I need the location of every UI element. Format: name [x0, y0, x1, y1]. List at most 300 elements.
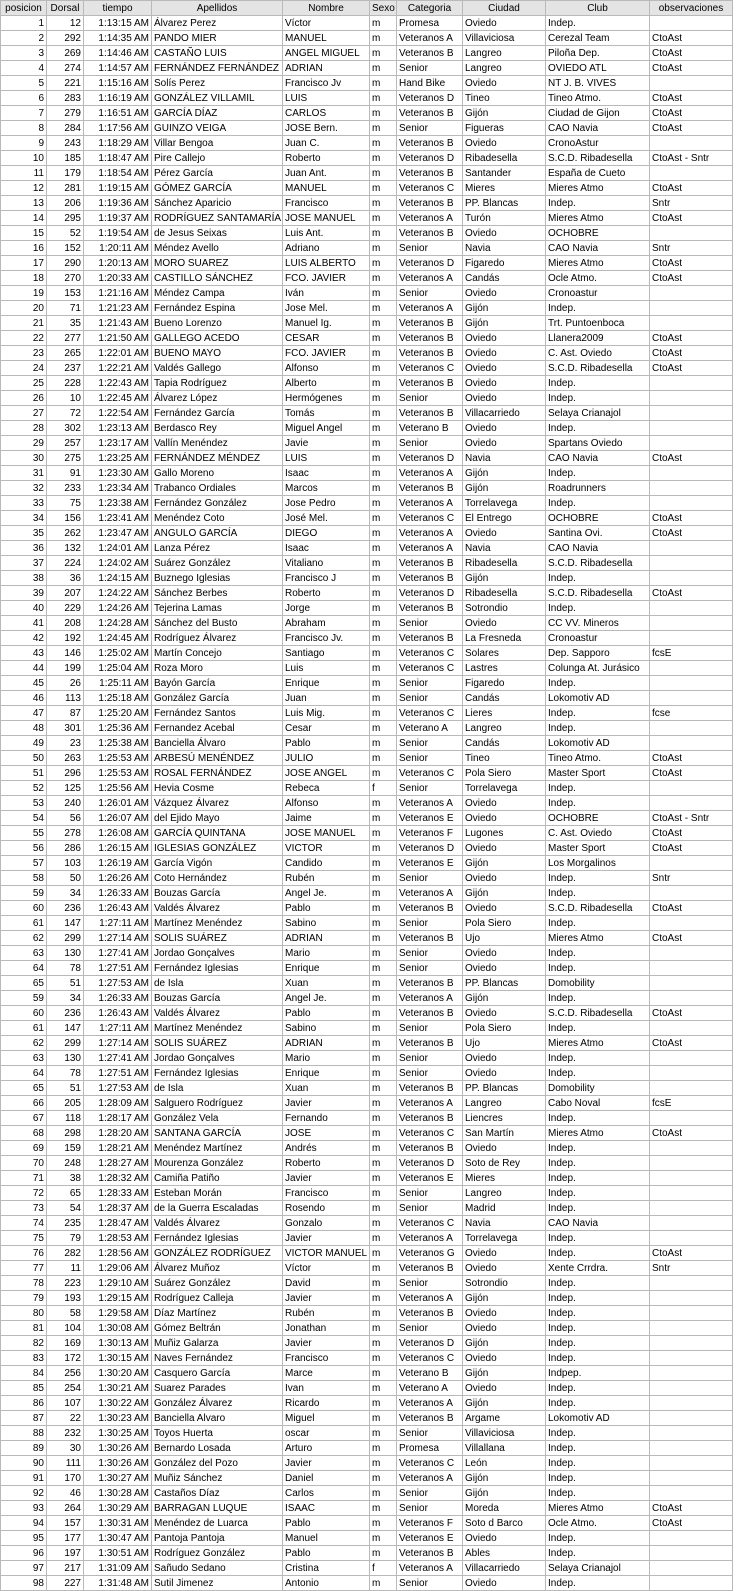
table-row [1, 166, 733, 181]
table-row [1, 856, 733, 871]
cell-categoria: Veteranos E [397, 1531, 463, 1546]
cell-club: Indep. [546, 1021, 650, 1036]
cell-posicion: 80 [1, 1306, 47, 1321]
cell-categoria: Veteranos A [397, 1096, 463, 1111]
cell-posicion: 77 [1, 1261, 47, 1276]
cell-tiempo: 1:26:26 AM [84, 871, 152, 886]
cell-sexo: m [370, 1126, 397, 1141]
cell-posicion: 61 [1, 1021, 47, 1036]
cell-dorsal: 26 [47, 676, 84, 691]
cell-ciudad: Gijón [463, 1291, 546, 1306]
cell-posicion: 32 [1, 481, 47, 496]
cell-sexo: m [370, 391, 397, 406]
cell-sexo: m [370, 1351, 397, 1366]
cell-club: S.C.D. Ribadesella [546, 1006, 650, 1021]
cell-dorsal: 177 [47, 1531, 84, 1546]
cell-apellidos: Hevia Cosme [152, 781, 283, 796]
cell-tiempo: 1:28:27 AM [84, 1156, 152, 1171]
cell-dorsal: 75 [47, 496, 84, 511]
cell-club: Indep. [546, 1141, 650, 1156]
cell-tiempo: 1:26:33 AM [84, 991, 152, 1006]
cell-observaciones [650, 406, 733, 421]
table-row [1, 1426, 733, 1441]
cell-posicion: 71 [1, 1171, 47, 1186]
cell-categoria: Veteranos A [397, 466, 463, 481]
cell-sexo: m [370, 1171, 397, 1186]
table-row [1, 946, 733, 961]
cell-observaciones [650, 631, 733, 646]
cell-tiempo: 1:27:53 AM [84, 1081, 152, 1096]
cell-tiempo: 1:26:07 AM [84, 811, 152, 826]
cell-apellidos: de Isla [152, 976, 283, 991]
cell-ciudad: Gijón [463, 1396, 546, 1411]
table-row [1, 781, 733, 796]
cell-sexo: m [370, 1456, 397, 1471]
cell-observaciones: CtoAst [650, 931, 733, 946]
cell-posicion: 5 [1, 76, 47, 91]
cell-posicion: 58 [1, 871, 47, 886]
cell-categoria: Senior [397, 61, 463, 76]
cell-sexo: m [370, 1486, 397, 1501]
cell-ciudad: Tineo [463, 751, 546, 766]
cell-sexo: m [370, 721, 397, 736]
cell-dorsal: 282 [47, 1246, 84, 1261]
cell-club: Indep. [546, 571, 650, 586]
cell-dorsal: 38 [47, 1171, 84, 1186]
cell-observaciones [650, 661, 733, 676]
cell-sexo: m [370, 496, 397, 511]
cell-posicion: 84 [1, 1366, 47, 1381]
cell-dorsal: 30 [47, 1441, 84, 1456]
cell-observaciones [650, 1411, 733, 1426]
table-row [1, 616, 733, 631]
table-row [1, 1096, 733, 1111]
cell-posicion: 9 [1, 136, 47, 151]
cell-categoria: Hand Bike [397, 76, 463, 91]
cell-sexo: m [370, 136, 397, 151]
cell-categoria: Promesa [397, 1441, 463, 1456]
cell-club: CronoAstur [546, 136, 650, 151]
cell-apellidos: Vallín Menéndez [152, 436, 283, 451]
cell-apellidos: GARCÍA DÍAZ [152, 106, 283, 121]
cell-posicion: 87 [1, 1411, 47, 1426]
cell-ciudad: Oviedo [463, 1261, 546, 1276]
cell-posicion: 16 [1, 241, 47, 256]
cell-tiempo: 1:31:09 AM [84, 1561, 152, 1576]
table-row [1, 61, 733, 76]
cell-nombre: Jaime [283, 811, 370, 826]
cell-apellidos: Fernández García [152, 406, 283, 421]
cell-categoria: Veteranos A [397, 496, 463, 511]
cell-nombre: JOSE ANGEL [283, 766, 370, 781]
cell-apellidos: Rodríguez Calleja [152, 1291, 283, 1306]
cell-sexo: m [370, 916, 397, 931]
cell-nombre: Francisco [283, 1186, 370, 1201]
cell-dorsal: 111 [47, 1456, 84, 1471]
cell-ciudad: Soto d Barco [463, 1516, 546, 1531]
cell-nombre: Javier [283, 1291, 370, 1306]
cell-club: Mieres Atmo [546, 181, 650, 196]
cell-nombre: Miguel [283, 1411, 370, 1426]
cell-ciudad: Gijón [463, 316, 546, 331]
cell-observaciones: CtoAst [650, 61, 733, 76]
cell-dorsal: 10 [47, 391, 84, 406]
cell-sexo: f [370, 1561, 397, 1576]
cell-apellidos: Sutil Jimenez [152, 1576, 283, 1591]
cell-sexo: m [370, 241, 397, 256]
cell-dorsal: 265 [47, 346, 84, 361]
cell-apellidos: Bouzas García [152, 991, 283, 1006]
cell-posicion: 64 [1, 1066, 47, 1081]
cell-posicion: 74 [1, 1216, 47, 1231]
cell-tiempo: 1:25:53 AM [84, 766, 152, 781]
cell-observaciones [650, 1336, 733, 1351]
cell-ciudad: Turón [463, 211, 546, 226]
cell-dorsal: 295 [47, 211, 84, 226]
cell-observaciones [650, 1426, 733, 1441]
table-row [1, 1561, 733, 1576]
cell-tiempo: 1:26:19 AM [84, 856, 152, 871]
cell-ciudad: Langreo [463, 46, 546, 61]
cell-categoria: Senior [397, 286, 463, 301]
cell-club: Indep. [546, 1276, 650, 1291]
cell-apellidos: SANTANA GARCÍA [152, 1126, 283, 1141]
cell-dorsal: 284 [47, 121, 84, 136]
cell-observaciones: Sntr [650, 241, 733, 256]
cell-dorsal: 270 [47, 271, 84, 286]
cell-posicion: 62 [1, 931, 47, 946]
cell-categoria: Veteranos E [397, 1171, 463, 1186]
cell-nombre: Adriano [283, 241, 370, 256]
cell-posicion: 66 [1, 1096, 47, 1111]
table-row [1, 241, 733, 256]
cell-tiempo: 1:20:13 AM [84, 256, 152, 271]
cell-tiempo: 1:19:54 AM [84, 226, 152, 241]
cell-nombre: DIEGO [283, 526, 370, 541]
cell-posicion: 45 [1, 676, 47, 691]
table-row [1, 1081, 733, 1096]
cell-observaciones: CtoAst [650, 106, 733, 121]
cell-sexo: m [370, 31, 397, 46]
cell-tiempo: 1:25:04 AM [84, 661, 152, 676]
cell-nombre: MANUEL [283, 181, 370, 196]
cell-categoria: Veteranos A [397, 886, 463, 901]
cell-sexo: m [370, 931, 397, 946]
cell-apellidos: MORO SUAREZ [152, 256, 283, 271]
cell-nombre: JULIO [283, 751, 370, 766]
cell-observaciones: CtoAst [650, 901, 733, 916]
cell-apellidos: Menéndez de Luarca [152, 1516, 283, 1531]
cell-observaciones: CtoAst [650, 1006, 733, 1021]
cell-categoria: Senior [397, 751, 463, 766]
cell-tiempo: 1:26:15 AM [84, 841, 152, 856]
cell-observaciones [650, 166, 733, 181]
cell-categoria: Veteranos A [397, 211, 463, 226]
cell-posicion: 31 [1, 466, 47, 481]
cell-club: Selaya Crianajol [546, 406, 650, 421]
cell-apellidos: Fernandez Acebal [152, 721, 283, 736]
cell-observaciones [650, 1381, 733, 1396]
cell-sexo: m [370, 751, 397, 766]
cell-dorsal: 233 [47, 481, 84, 496]
cell-observaciones [650, 1081, 733, 1096]
cell-nombre: Xuan [283, 1081, 370, 1096]
cell-posicion: 94 [1, 1516, 47, 1531]
cell-observaciones: CtoAst [650, 1516, 733, 1531]
cell-apellidos: Díaz Martínez [152, 1306, 283, 1321]
cell-nombre: Pablo [283, 736, 370, 751]
table-row [1, 1486, 733, 1501]
cell-observaciones [650, 796, 733, 811]
table-row [1, 826, 733, 841]
cell-sexo: m [370, 631, 397, 646]
cell-apellidos: Naves Fernández [152, 1351, 283, 1366]
cell-club: Ciudad de Gijon [546, 106, 650, 121]
cell-sexo: m [370, 226, 397, 241]
cell-tiempo: 1:20:33 AM [84, 271, 152, 286]
cell-observaciones [650, 721, 733, 736]
table-row [1, 1441, 733, 1456]
cell-categoria: Veteranos B [397, 1036, 463, 1051]
cell-sexo: m [370, 466, 397, 481]
cell-ciudad: Gijón [463, 856, 546, 871]
cell-tiempo: 1:27:41 AM [84, 1051, 152, 1066]
cell-observaciones [650, 1546, 733, 1561]
cell-categoria: Veteranos B [397, 571, 463, 586]
cell-nombre: Manuel Ig. [283, 316, 370, 331]
cell-sexo: m [370, 166, 397, 181]
cell-dorsal: 87 [47, 706, 84, 721]
cell-dorsal: 78 [47, 961, 84, 976]
cell-ciudad: Lugones [463, 826, 546, 841]
cell-nombre: Arturo [283, 1441, 370, 1456]
table-row [1, 1171, 733, 1186]
cell-club: Indep. [546, 781, 650, 796]
cell-posicion: 65 [1, 1081, 47, 1096]
cell-club: CAO Navia [546, 121, 650, 136]
cell-tiempo: 1:27:14 AM [84, 931, 152, 946]
cell-apellidos: Fernández González [152, 496, 283, 511]
cell-categoria: Promesa [397, 16, 463, 31]
cell-sexo: m [370, 331, 397, 346]
cell-posicion: 59 [1, 886, 47, 901]
cell-posicion: 52 [1, 781, 47, 796]
cell-dorsal: 50 [47, 871, 84, 886]
cell-apellidos: GUINZO VEIGA [152, 121, 283, 136]
cell-club: Mieres Atmo [546, 1126, 650, 1141]
cell-observaciones [650, 136, 733, 151]
table-row [1, 1066, 733, 1081]
cell-ciudad: PP. Blancas [463, 976, 546, 991]
table-row [1, 136, 733, 151]
cell-dorsal: 197 [47, 1546, 84, 1561]
cell-categoria: Veterano A [397, 721, 463, 736]
cell-ciudad: Santander [463, 166, 546, 181]
cell-club: Roadrunners [546, 481, 650, 496]
cell-sexo: m [370, 1516, 397, 1531]
cell-observaciones [650, 856, 733, 871]
cell-tiempo: 1:26:01 AM [84, 796, 152, 811]
cell-dorsal: 254 [47, 1381, 84, 1396]
cell-nombre: CESAR [283, 331, 370, 346]
cell-nombre: Francisco J [283, 571, 370, 586]
cell-tiempo: 1:30:26 AM [84, 1441, 152, 1456]
cell-tiempo: 1:26:43 AM [84, 1006, 152, 1021]
cell-ciudad: PP. Blancas [463, 196, 546, 211]
cell-dorsal: 156 [47, 511, 84, 526]
cell-dorsal: 11 [47, 1261, 84, 1276]
cell-tiempo: 1:27:11 AM [84, 916, 152, 931]
cell-tiempo: 1:24:28 AM [84, 616, 152, 631]
cell-ciudad: San Martín [463, 1126, 546, 1141]
cell-dorsal: 240 [47, 796, 84, 811]
cell-apellidos: González Vela [152, 1111, 283, 1126]
cell-posicion: 35 [1, 526, 47, 541]
cell-posicion: 1 [1, 16, 47, 31]
cell-nombre: Jose Mel. [283, 301, 370, 316]
cell-dorsal: 269 [47, 46, 84, 61]
cell-dorsal: 179 [47, 166, 84, 181]
cell-ciudad: Pola Siero [463, 766, 546, 781]
cell-tiempo: 1:26:43 AM [84, 901, 152, 916]
cell-observaciones [650, 1021, 733, 1036]
cell-apellidos: Gallo Moreno [152, 466, 283, 481]
cell-categoria: Veteranos B [397, 1546, 463, 1561]
cell-categoria: Veteranos A [397, 991, 463, 1006]
table-row [1, 811, 733, 826]
cell-posicion: 24 [1, 361, 47, 376]
cell-club: Indep. [546, 946, 650, 961]
cell-club: Indep. [546, 1201, 650, 1216]
cell-observaciones [650, 571, 733, 586]
cell-apellidos: IGLESIAS GONZÁLEZ [152, 841, 283, 856]
cell-club: Indep. [546, 1321, 650, 1336]
cell-dorsal: 199 [47, 661, 84, 676]
cell-club: Domobility [546, 976, 650, 991]
cell-observaciones [650, 991, 733, 1006]
table-row [1, 886, 733, 901]
cell-tiempo: 1:29:58 AM [84, 1306, 152, 1321]
cell-categoria: Senior [397, 1186, 463, 1201]
cell-tiempo: 1:31:48 AM [84, 1576, 152, 1591]
table-row [1, 346, 733, 361]
cell-observaciones [650, 421, 733, 436]
cell-ciudad: Langreo [463, 1096, 546, 1111]
cell-ciudad: Oviedo [463, 376, 546, 391]
cell-posicion: 20 [1, 301, 47, 316]
cell-sexo: m [370, 1066, 397, 1081]
cell-club: Lokomotiv AD [546, 736, 650, 751]
cell-ciudad: Oviedo [463, 391, 546, 406]
cell-dorsal: 130 [47, 1051, 84, 1066]
cell-ciudad: Oviedo [463, 76, 546, 91]
cell-club: S.C.D. Ribadesella [546, 901, 650, 916]
cell-nombre: Enrique [283, 1066, 370, 1081]
cell-sexo: m [370, 871, 397, 886]
cell-nombre: MANUEL [283, 31, 370, 46]
table-row [1, 766, 733, 781]
table-row [1, 961, 733, 976]
cell-apellidos: Fernández Iglesias [152, 1231, 283, 1246]
cell-dorsal: 205 [47, 1096, 84, 1111]
cell-sexo: m [370, 406, 397, 421]
cell-categoria: Veteranos B [397, 481, 463, 496]
cell-categoria: Veteranos C [397, 511, 463, 526]
cell-apellidos: Álvarez Perez [152, 16, 283, 31]
cell-sexo: m [370, 1096, 397, 1111]
cell-posicion: 25 [1, 376, 47, 391]
cell-ciudad: Oviedo [463, 346, 546, 361]
cell-categoria: Veteranos A [397, 301, 463, 316]
cell-ciudad: Oviedo [463, 616, 546, 631]
cell-tiempo: 1:19:37 AM [84, 211, 152, 226]
table-row [1, 256, 733, 271]
cell-dorsal: 263 [47, 751, 84, 766]
cell-posicion: 54 [1, 811, 47, 826]
cell-posicion: 59 [1, 991, 47, 1006]
cell-dorsal: 229 [47, 601, 84, 616]
table-row [1, 331, 733, 346]
cell-sexo: m [370, 1576, 397, 1591]
cell-dorsal: 107 [47, 1396, 84, 1411]
cell-tiempo: 1:22:43 AM [84, 376, 152, 391]
cell-nombre: Roberto [283, 586, 370, 601]
cell-categoria: Veteranos B [397, 406, 463, 421]
cell-club: Master Sport [546, 766, 650, 781]
cell-apellidos: Martín Concejo [152, 646, 283, 661]
cell-apellidos: Martínez Menéndez [152, 1021, 283, 1036]
cell-ciudad: Oviedo [463, 361, 546, 376]
table-row [1, 751, 733, 766]
cell-categoria: Senior [397, 391, 463, 406]
cell-apellidos: FERNÁNDEZ FERNÁNDEZ [152, 61, 283, 76]
cell-nombre: Francisco [283, 196, 370, 211]
cell-apellidos: Valdés Álvarez [152, 1006, 283, 1021]
cell-posicion: 15 [1, 226, 47, 241]
cell-dorsal: 147 [47, 916, 84, 931]
cell-observaciones [650, 886, 733, 901]
cell-nombre: Hermógenes [283, 391, 370, 406]
cell-ciudad: Navia [463, 241, 546, 256]
cell-categoria: Senior [397, 916, 463, 931]
cell-categoria: Veteranos C [397, 361, 463, 376]
cell-club: OCHOBRE [546, 511, 650, 526]
cell-observaciones [650, 1186, 733, 1201]
cell-categoria: Veteranos B [397, 376, 463, 391]
cell-sexo: m [370, 1141, 397, 1156]
cell-dorsal: 146 [47, 646, 84, 661]
cell-nombre: Carlos [283, 1486, 370, 1501]
cell-ciudad: Villacarriedo [463, 406, 546, 421]
cell-observaciones: CtoAst [650, 766, 733, 781]
cell-nombre: Abraham [283, 616, 370, 631]
cell-dorsal: 51 [47, 1081, 84, 1096]
cell-observaciones [650, 781, 733, 796]
cell-categoria: Veteranos B [397, 1411, 463, 1426]
cell-dorsal: 65 [47, 1186, 84, 1201]
table-row [1, 1111, 733, 1126]
cell-dorsal: 52 [47, 226, 84, 241]
cell-categoria: Senior [397, 121, 463, 136]
table-row [1, 1231, 733, 1246]
cell-categoria: Veteranos B [397, 166, 463, 181]
cell-apellidos: Fernández Iglesias [152, 1066, 283, 1081]
cell-categoria: Senior [397, 781, 463, 796]
cell-club: CAO Navia [546, 451, 650, 466]
cell-observaciones [650, 76, 733, 91]
cell-tiempo: 1:27:53 AM [84, 976, 152, 991]
cell-nombre: Miguel Angel [283, 421, 370, 436]
